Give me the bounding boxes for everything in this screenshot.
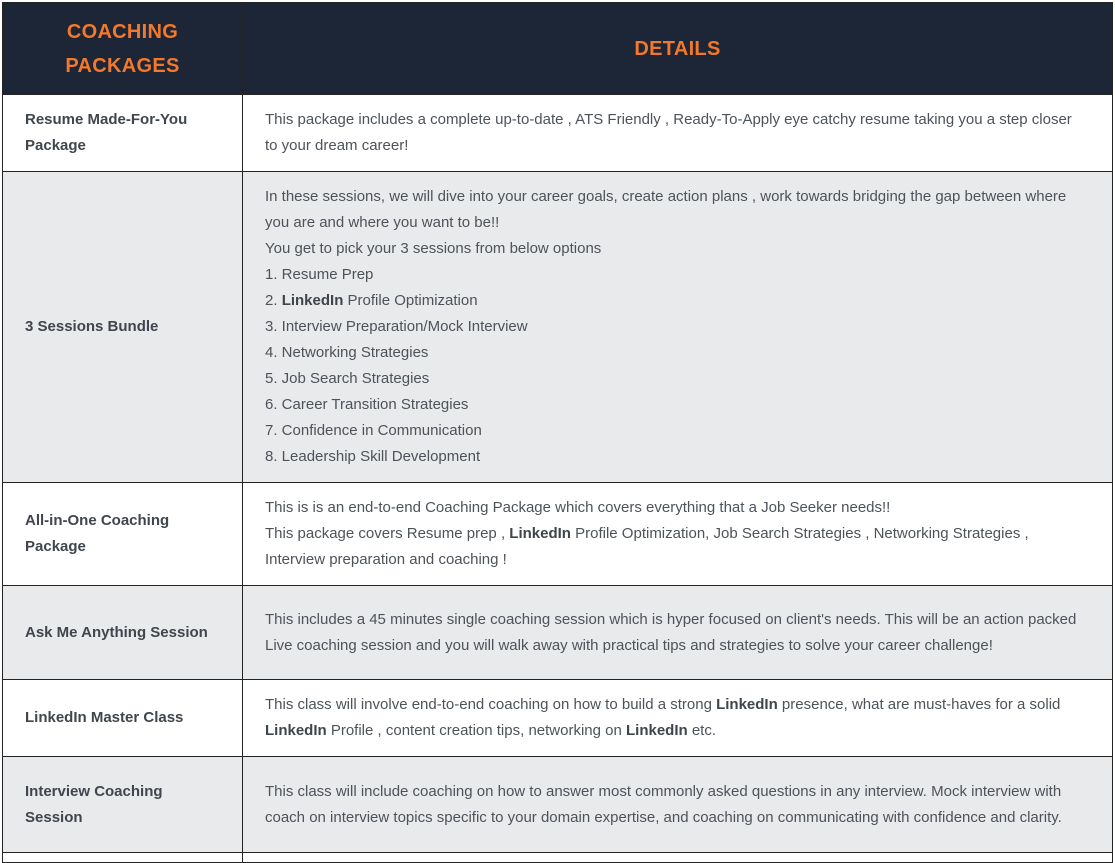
details-line: This is is an end-to-end Coaching Package which covers everything that a Job Seeker needs!! (265, 499, 891, 516)
package-details-cell (243, 586, 1113, 680)
table-row (3, 172, 1113, 483)
details-line: 4. Networking Strategies (265, 344, 429, 361)
header-row (3, 3, 1113, 95)
details-line: This class will include coaching on how to answer most commonly asked questions in any interview. Mock interview with coach on interview topics specific to your domain expertise, and coaching on communicating with confidence and clarity. (265, 782, 1062, 826)
package-name-cell: Resume Made-For-You Package (3, 95, 243, 172)
package-name-cell (3, 853, 243, 863)
coaching-packages-table (2, 2, 1113, 863)
package-details-cell (243, 680, 1113, 757)
details-line: 5. Job Search Strategies (265, 370, 430, 387)
details-line: 2. LinkedIn Profile Optimization (265, 292, 478, 309)
package-name-cell: All-in-One Coaching Package (3, 483, 243, 586)
details-line: 3. Interview Preparation/Mock Interview (265, 318, 528, 335)
table-body (3, 95, 1113, 863)
details-line: In these sessions, we will dive into your career goals, create action plans , work towards bridging the gap between where you are and where you want to be!! (265, 188, 1067, 231)
package-name-cell: LinkedIn Master Class (3, 680, 243, 757)
package-name-cell: 3 Sessions Bundle (3, 172, 243, 483)
package-details-cell (243, 483, 1113, 586)
details-line: 6. Career Transition Strategies (265, 396, 469, 413)
column-header-coaching-packages: COACHING PACKAGES (3, 3, 243, 95)
package-name-cell: Ask Me Anything Session (3, 586, 243, 680)
details-line: This package includes a complete up-to-date , ATS Friendly , Ready-To-Apply eye catchy resume taking you a step closer to your dream career! (265, 111, 1072, 154)
package-name-cell: Interview Coaching Session (3, 757, 243, 853)
package-details-cell (243, 853, 1113, 863)
details-line: 1. Resume Prep (265, 266, 374, 283)
table-row (3, 95, 1113, 172)
table-row (3, 483, 1113, 586)
table-row (3, 680, 1113, 757)
details-line: 7. Confidence in Communication (265, 422, 482, 439)
package-details-cell (243, 172, 1113, 483)
table-row (3, 757, 1113, 853)
details-line: This class will involve end-to-end coaching on how to build a strong LinkedIn presence, what are must-haves for a solid LinkedIn Profile , content creation tips, networking on LinkedIn etc. (265, 696, 1061, 739)
details-line: You get to pick your 3 sessions from below options (265, 240, 602, 257)
details-line: This package covers Resume prep , LinkedIn Profile Optimization, Job Search Strategies , Networking Strategies , Interview preparation and coaching ! (265, 525, 1029, 568)
package-details-cell (243, 95, 1113, 172)
table-row (3, 586, 1113, 680)
package-details-cell (243, 757, 1113, 853)
table-row-cutoff (3, 853, 1113, 863)
details-line: 8. Leadership Skill Development (265, 448, 481, 465)
details-line: This includes a 45 minutes single coaching session which is hyper focused on client's needs. This will be an action packed Live coaching session and you will walk away with practical tips and strategies to solve your career challenge! (265, 610, 1077, 654)
column-header-details: DETAILS (243, 3, 1113, 95)
